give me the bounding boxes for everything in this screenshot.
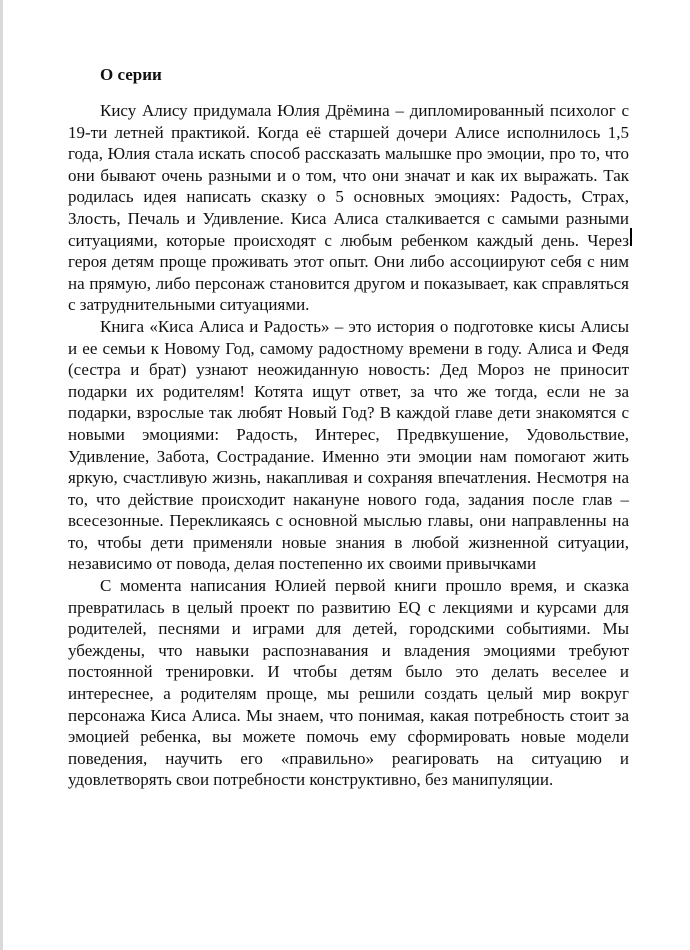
section-title: О серии [100, 65, 162, 84]
paragraph-3[interactable]: С момента написания Юлией первой книги прошло время, и сказка превратилась в целый проект по развитию EQ с лекциями и курсами для родителей, песнями и играми для детей, городскими событиями. Мы убеждены, что навыки распознавания и владения эмоциями требуют постоянной тренировки. И чтобы детям было это делать веселее и интереснее, а родителям проще, мы решили создать целый мир вокруг персонажа Киса Алиса. Мы знаем, что понимая, какая потребность стоит за эмоцией ребенка, вы можете помочь ему сформировать новые модели поведения, научить его «правильно» реагировать на ситуацию и удовлетворять свои потребности конструктивно, без манипуляции. [68, 576, 629, 790]
paragraph-2[interactable]: Книга «Киса Алиса и Радость» – это история о подготовке кисы Алисы и ее семьи к Новому Год, самому радостному времени в году. Алиса и Федя (сестра и брат) узнают неожиданную новость: Дед Мороз не приносит подарки их родителям! Котята ищут ответ, за что же тогда, если не за подарки, взрослые так любят Новый Год? В каждой главе дети знакомятся с новыми эмоциями: Радость, Интерес, Предвкушение, Удовольствие, Удивление, Забота, Сострадание. Именно эти эмоции нам помогают жить яркую, счастливую жизнь, накапливая и сохраняя впечатления. Несмотря на то, что действие происходит накануне нового года, задания после глав – всесезонные. Перекликаясь с основной мыслью главы, они направленны на то, чтобы дети применяли новые знания в любой жизненной ситуации, независимо от повода, делая постепенно их своими привычками [68, 316, 629, 574]
text-cursor [630, 228, 632, 246]
document-body[interactable] [68, 64, 629, 791]
page-edge [0, 0, 3, 950]
paragraph-1[interactable]: Кису Алису придумала Юлия Дрёмина – дипломированный психолог с 19-ти летней практикой. Когда её старшей дочери Алисе исполнилось 1,5 года, Юлия стала искать способ рассказать малышке про эмоции, про то, что они бывают очень разными и о том, что они значат и как их выражать. Так родилась идея написать сказку о 5 основных эмоциях: Радость, Страх, Злость, Печаль и Удивление. Киса Алиса сталкивается с самыми разными ситуациями, которые происходят с любым ребенком каждый день. Через героя детям проще проживать этот опыт. Они либо ассоциируют себя с ним на прямую, либо персонаж становится другом и показывает, как справляться с затруднительными ситуациями. [68, 101, 629, 315]
